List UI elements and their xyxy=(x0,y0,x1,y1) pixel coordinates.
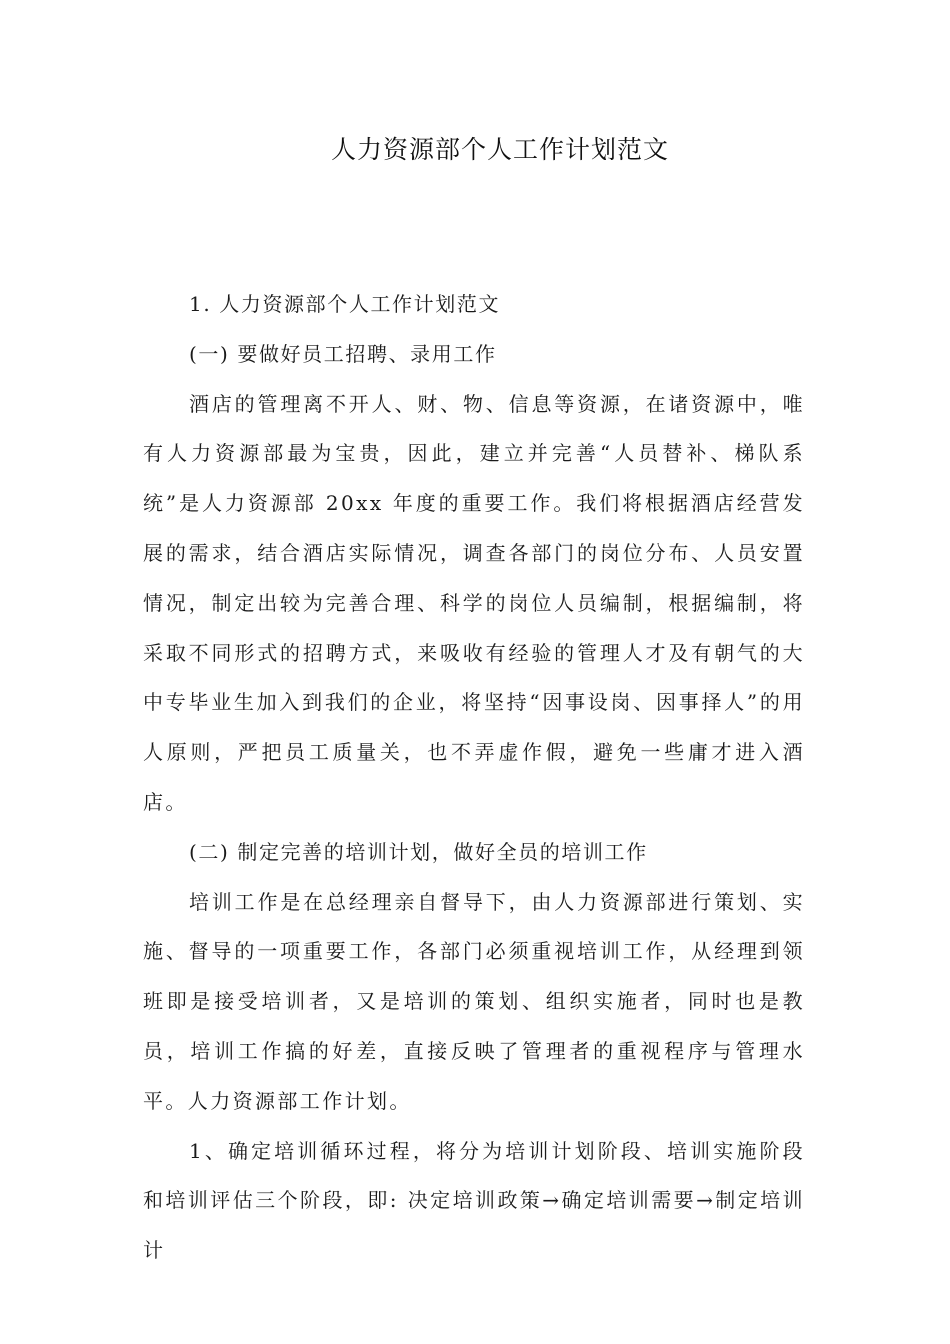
document-title: 人力资源部个人工作计划范文 xyxy=(330,135,669,164)
paragraph-training: 培训工作是在总经理亲自督导下，由人力资源部进行策划、实施、督导的一项重要工作，各部门必须重视培训工作，从经理到领班即是接受培训者，又是培训的策划、组织实施者，同时也是教员，培训工作搞的好差，直接反映了管理者的重视程序与管理水平。人力资源部工作计划。 xyxy=(143,889,805,1113)
paragraph-recruitment: 酒店的管理离不开人、财、物、信息等资源，在诸资源中，唯有人力资源部最为宝贵，因此，建立并完善“人员替补、梯队系统”是人力资源部 20xx 年度的重要工作。我们将根据酒店经营发展的需求，结合酒店实际情况，调查各部门的岗位分布、人员安置情况，制定出较为完善合理、科学的岗位人员编制，根据编制，将采取不同形式的招聘方式，来吸收有经验的管理人才及有朝气的大中专毕业生加入到我们的企业，将坚持“因事设岗、因事择人”的用人原则，严把员工质量关，也不弄虚作假，避免一些庸才进入酒店。 xyxy=(143,391,805,814)
subsection-heading-training: (二) 制定完善的培训计划，做好全员的培训工作 xyxy=(189,839,648,864)
document-body xyxy=(143,280,805,1276)
section-heading-1: 1. 人力资源部个人工作计划范文 xyxy=(189,292,501,316)
subsection-heading-recruitment: (一) 要做好员工招聘、录用工作 xyxy=(189,341,497,366)
paragraph-training-cycle: 1、确定培训循环过程，将分为培训计划阶段、培训实施阶段和培训评估三个阶段，即: 决定培训政策→确定培训需要→制定培训计 xyxy=(143,1138,805,1263)
